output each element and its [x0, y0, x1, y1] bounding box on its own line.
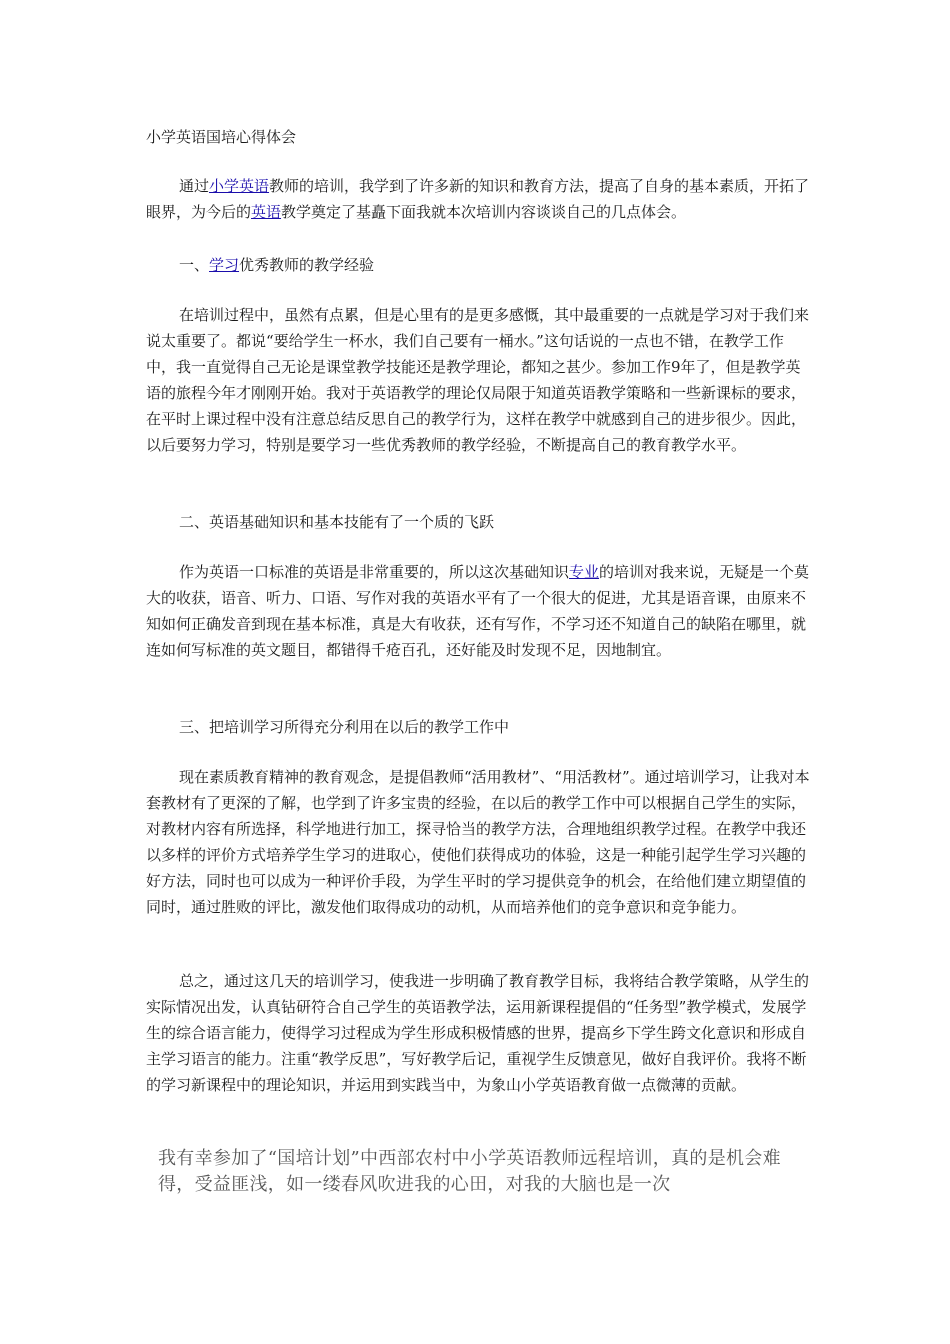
- link-english[interactable]: 英语: [251, 203, 282, 221]
- section-1-number: 一、: [179, 256, 210, 274]
- link-major[interactable]: 专业: [569, 563, 600, 581]
- section-3-body: 现在素质教育精神的教育观念，是提倡教师“活用教材”、“用活教材”。通过培训学习，让我对本套教材有了更深的了解，也学到了许多宝贵的经验，在以后的教学工作中可以根据自己学生的实际，对教材内容有所选择，科学地进行加工，探寻恰当的教学方法，合理地组织教学过程。在教学中我还以多样的评价方式培养学生学习的进取心，使他们获得成功的体验，这是一种能引起学生学习兴趣的好方法，同时也可以成为一种评价手段，为学生平时的学习提供竞争的机会，在给他们建立期望值的同时，通过胜败的评比，激发他们取得成功的动机，从而培养他们的竞争意识和竞争能力。: [146, 768, 810, 916]
- intro-text-3: 教学奠定了基矗下面我就本次培训内容谈谈自己的几点体会。: [281, 203, 687, 221]
- section-2-text-1: 作为英语一口标准的英语是非常重要的，所以这次基础知识: [179, 563, 570, 581]
- conclusion-paragraph: 总之，通过这几天的培训学习，使我进一步明确了教育教学目标，我将结合教学策略，从学生的实际情况出发，认真钻研符合自己学生的英语教学法，运用新课程提倡的“任务型”教学模式，发展学生的综合语言能力，使得学习过程成为学生形成积极情感的世界，提高乡下学生跨文化意识和形成自主学习语言的能力。注重“教学反思”，写好教学后记，重视学生反馈意见，做好自我评价。我将不断的学习新课程中的理论知识，并运用到实践当中，为象山小学英语教育做一点微薄的贡献。: [146, 972, 810, 1094]
- section-1-heading-text: 优秀教师的教学经验: [239, 256, 375, 274]
- trailing-excerpt: 我有幸参加了“国培计划”中西部农村中小学英语教师远程培训，真的是机会难得，受益匪浅，如一缕春风吹进我的心田，对我的大脑也是一次: [158, 1148, 781, 1195]
- intro-text-1: 通过: [179, 177, 210, 195]
- section-2-body: [146, 559, 812, 663]
- intro-paragraph: [146, 173, 812, 225]
- section-3-heading: 三、把培训学习所得充分利用在以后的教学工作中: [179, 718, 510, 736]
- document-title: 小学英语国培心得体会: [146, 128, 297, 146]
- section-2-heading: 二、英语基础知识和基本技能有了一个质的飞跃: [179, 513, 495, 531]
- intro-text-2: 教师的培训，我学到了许多新的知识和教育方法，提高了自身的基本素质，开拓了眼界，为今后的: [146, 177, 810, 221]
- link-primary-english[interactable]: 小学英语: [209, 177, 270, 195]
- section-1-body: 在培训过程中，虽然有点累，但是心里有的是更多感慨，其中最重要的一点就是学习对于我们来说太重要了。都说“要给学生一杯水，我们自己要有一桶水。”这句话说的一点也不错，在教学工作中，我一直觉得自己无论是课堂教学技能还是教学理论，都知之甚少。参加工作9年了，但是教学英语的旅程今年才刚刚开始。我对于英语教学的理论仅局限于知道英语教学策略和一些新课标的要求，在平时上课过程中没有注意总结反思自己的教学行为，这样在教学中就感到自己的进步很少。因此，以后要努力学习，特别是要学习一些优秀教师的教学经验，不断提高自己的教育教学水平。: [146, 306, 810, 454]
- section-1-heading: [179, 255, 374, 275]
- section-2-text-2: 的培训对我来说，无疑是一个莫大的收获，语音、听力、口语、写作对我的英语水平有了一个很大的促进，尤其是语音课，由原来不知如何正确发音到现在基本标准，真是大有收获，还有写作，不学习还不知道自己的缺陷在哪里，就连如何写标准的英文题目，都错得千疮百孔，还好能及时发现不足，因地制宜。: [146, 563, 810, 659]
- link-study[interactable]: 学习: [209, 256, 240, 274]
